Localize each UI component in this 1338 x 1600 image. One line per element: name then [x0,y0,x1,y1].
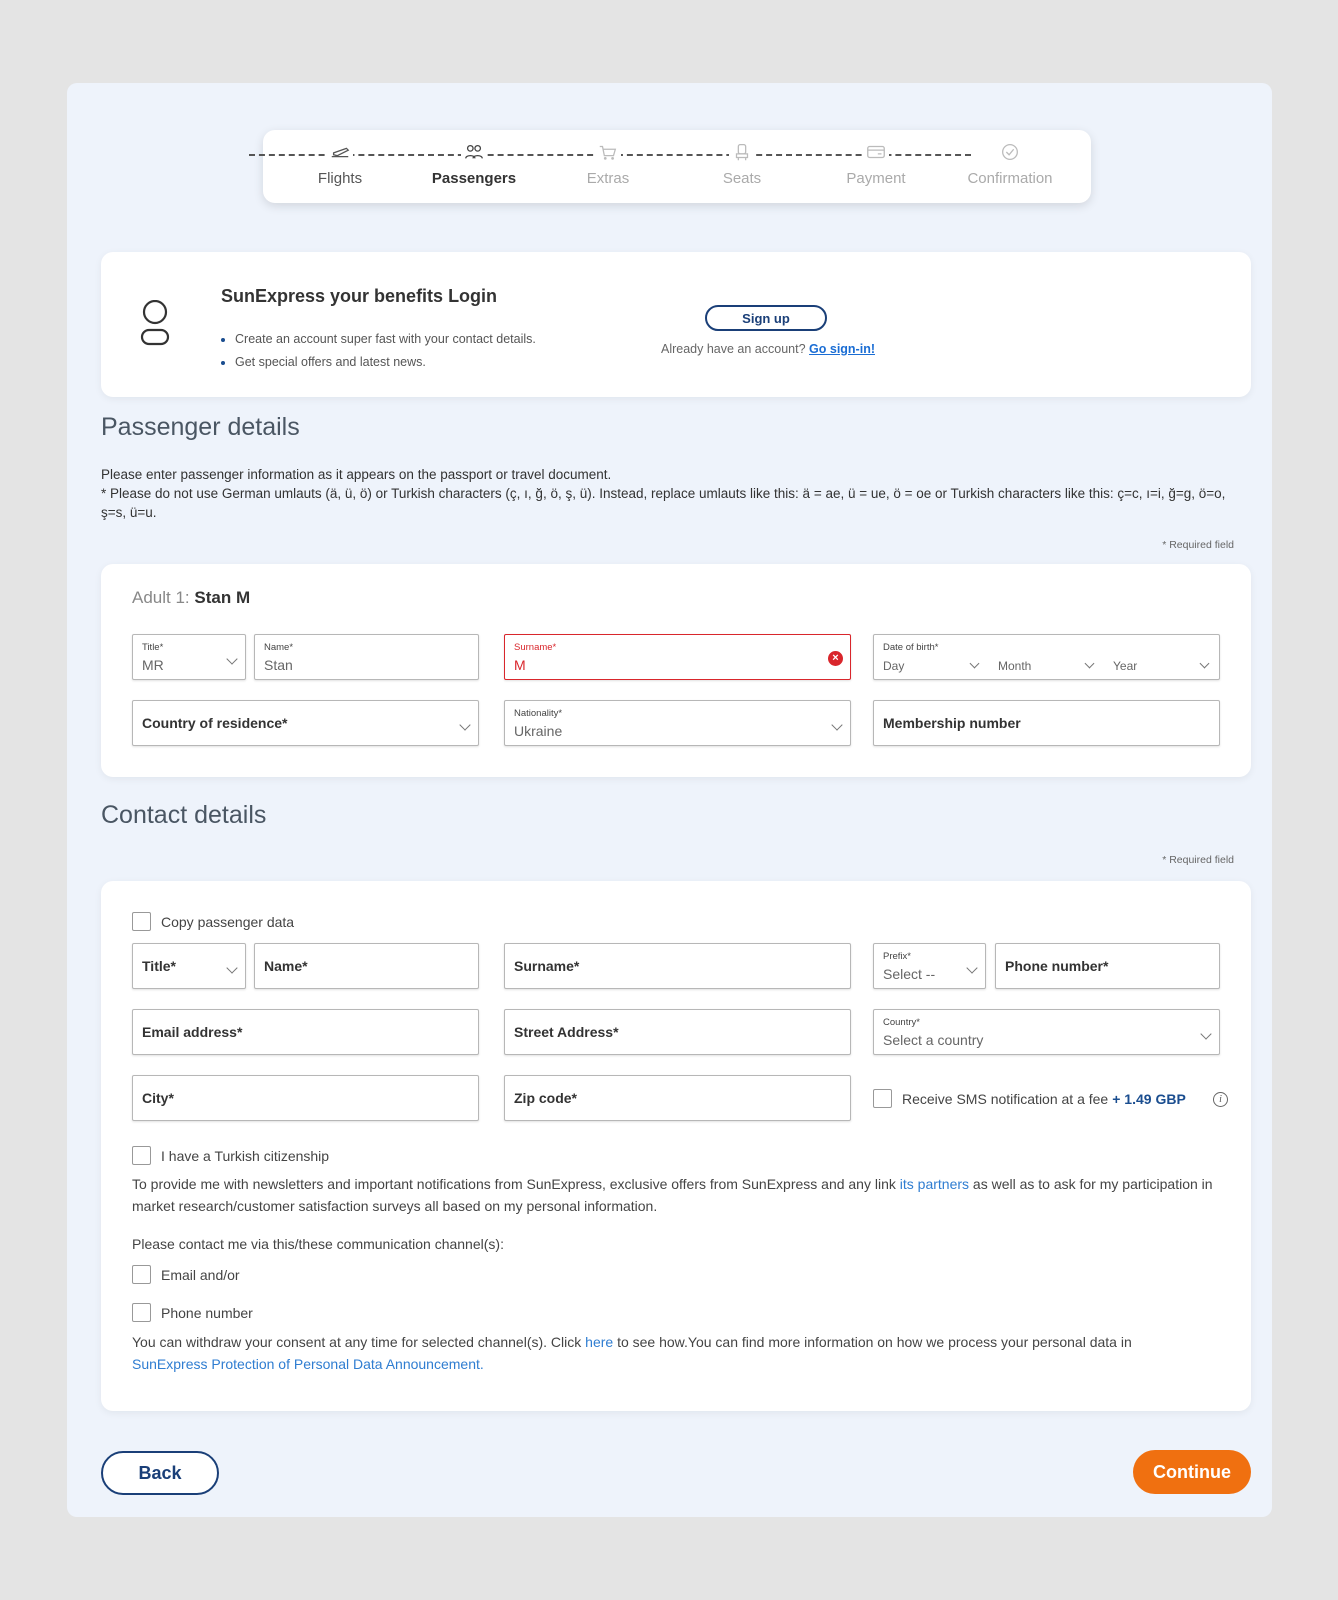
name-input[interactable] [254,634,479,680]
contact-surname-input[interactable] [504,943,851,989]
nationality-select[interactable] [504,700,851,746]
intro-note: * Please do not use German umlauts (ä, ü, ö) or Turkish characters (ç, ı, ğ, ö, ş, ü). Instead, replace umlauts like this: ä = ae, ü = ue, ö = oe or Turkish characters like this: ç=c, ı=i, ğ=g, ö=o, ş=s, ü=u. [101,486,1226,520]
field-placeholder: Name* [264,958,308,974]
chevron-down-icon [1085,659,1095,669]
chevron-down-icon [1200,1028,1211,1039]
dob-year-select[interactable]: Year [1113,659,1138,673]
chevron-down-icon [226,962,237,973]
plane-takeoff-icon [327,142,353,164]
checkbox[interactable] [132,1265,151,1284]
step-flights[interactable] [273,142,407,187]
data-protection-link[interactable]: SunExpress Protection of Personal Data Announcement. [132,1356,484,1372]
check-circle-icon [997,142,1023,164]
phone-number-input[interactable] [995,943,1220,989]
field-placeholder: City* [142,1090,174,1106]
field-placeholder: Title* [142,958,176,974]
seat-icon [729,142,755,164]
withdraw-text: to see how.You can find more information on how we process your personal data in [617,1334,1132,1350]
checkbox-label: Email and/or [161,1266,240,1283]
required-field-note: * Required field [1162,539,1234,551]
cart-icon [595,142,621,164]
field-value: M [514,657,526,673]
field-label: Surname* [514,642,557,653]
already-account-text [661,342,875,356]
step-seats [675,142,809,187]
checkbox-label: Phone number [161,1304,253,1321]
step-payment [809,142,943,187]
user-icon [139,300,171,353]
chevron-down-icon [831,719,842,730]
chevron-down-icon [226,653,237,664]
continue-button[interactable]: Continue [1133,1450,1251,1494]
benefits-login-card [101,252,1251,397]
sign-in-link[interactable]: Go sign-in! [809,342,875,356]
field-value: Ukraine [514,723,563,739]
progress-stepper [263,130,1091,203]
contact-title-select[interactable] [132,943,246,989]
intro-line: Please enter passenger information as it appears on the passport or travel document. [101,467,612,482]
contact-card [101,881,1251,1411]
field-placeholder: Email address* [142,1024,243,1040]
field-placeholder: Phone number* [1005,958,1109,974]
adult-label: Adult 1: [132,588,190,607]
field-placeholder: Zip code* [514,1090,578,1106]
checkbox[interactable] [132,1146,151,1165]
contact-details-heading: Contact details [101,801,267,829]
step-confirmation [943,142,1077,187]
error-icon: × [828,651,843,666]
passenger-intro [101,465,1241,522]
back-button[interactable]: Back [101,1451,219,1495]
credit-card-icon [863,142,889,164]
step-label: Payment [846,170,906,187]
checkbox[interactable] [873,1089,892,1108]
contact-country-select[interactable] [873,1009,1220,1055]
adult-heading [132,588,250,608]
chevron-down-icon [1200,659,1210,669]
chevron-down-icon [966,962,977,973]
field-value: Select -- [883,966,936,982]
passenger-card [101,564,1251,777]
field-label: Name* [264,642,294,653]
field-label: Date of birth* [883,642,939,653]
contact-name-input[interactable] [254,943,479,989]
copy-passenger-checkbox[interactable] [132,912,294,931]
already-account-label: Already have an account? [661,342,806,356]
passenger-details-heading: Passenger details [101,413,300,441]
turkish-citizenship-checkbox[interactable] [132,1146,329,1165]
step-label: Confirmation [967,170,1053,187]
field-label: Prefix* [883,951,911,962]
step-passengers[interactable] [407,142,541,187]
checkbox[interactable] [132,1303,151,1322]
consent-text: To provide me with newsletters and important notifications from SunExpress, exclusive offers from SunExpress and any link [132,1176,896,1192]
newsletter-consent-text [132,1173,1222,1217]
withdraw-text: You can withdraw your consent at any time for selected channel(s). Click [132,1334,582,1350]
step-label: Passengers [431,170,517,187]
required-field-note: * Required field [1162,854,1234,866]
sms-notification-checkbox[interactable] [873,1089,1186,1108]
field-value: Stan [264,657,293,673]
email-input[interactable] [132,1009,479,1055]
dob-day-select[interactable]: Day [883,659,905,673]
checkbox[interactable] [132,912,151,931]
channels-text: Please contact me via this/these communication channel(s): [132,1236,504,1252]
field-value: Select a country [883,1032,984,1048]
partners-link[interactable]: its partners [899,1176,970,1192]
sign-up-button[interactable]: Sign up [705,305,827,331]
consent-text: as well as to ask for my participation in market research/customer satisfaction surveys all based on my personal information. [132,1176,1213,1214]
benefit-item: • Create an account super fast with your contact details. [235,332,536,346]
email-channel-checkbox[interactable] [132,1265,240,1284]
step-extras [541,142,675,187]
chevron-down-icon [970,659,980,669]
checkbox-label: I have a Turkish citizenship [161,1147,330,1164]
phone-channel-checkbox[interactable] [132,1303,253,1322]
chevron-down-icon [459,719,470,730]
street-address-input[interactable] [504,1009,851,1055]
step-label: Flights [317,170,363,187]
benefit-item: • Get special offers and latest news. [235,355,536,369]
city-input[interactable] [132,1075,479,1121]
country-of-residence-select[interactable] [132,700,479,746]
checkbox-label: Copy passenger data [161,913,295,930]
field-label: Nationality* [514,708,563,719]
info-icon[interactable]: i [1213,1092,1228,1107]
field-placeholder: Street Address* [514,1024,619,1040]
checkbox-label: Receive SMS notification at a fee [902,1090,1109,1107]
adult-name: Stan M [194,588,251,607]
sms-fee: + 1.49 GBP [1112,1090,1186,1107]
login-title: SunExpress your benefits Login [221,286,498,306]
dob-month-select[interactable]: Month [998,659,1032,673]
field-placeholder: Surname* [514,958,580,974]
booking-page [67,83,1272,1517]
field-placeholder: Membership number [883,715,1021,731]
withdraw-consent-text [132,1331,1222,1375]
step-label: Extras [586,170,630,187]
field-label: Country* [883,1017,920,1028]
field-label: Title* [142,642,164,653]
zip-code-input[interactable] [504,1075,851,1121]
membership-number-input[interactable] [873,700,1220,746]
field-placeholder: Country of residence* [142,715,288,731]
phone-prefix-select[interactable] [873,943,986,989]
passengers-icon [461,142,487,164]
step-label: Seats [722,170,762,187]
field-value: MR [142,657,164,673]
date-of-birth-field[interactable] [873,634,1220,680]
here-link[interactable]: here [585,1334,614,1350]
surname-input[interactable] [504,634,851,680]
benefits-list [235,332,536,378]
title-select[interactable] [132,634,246,680]
